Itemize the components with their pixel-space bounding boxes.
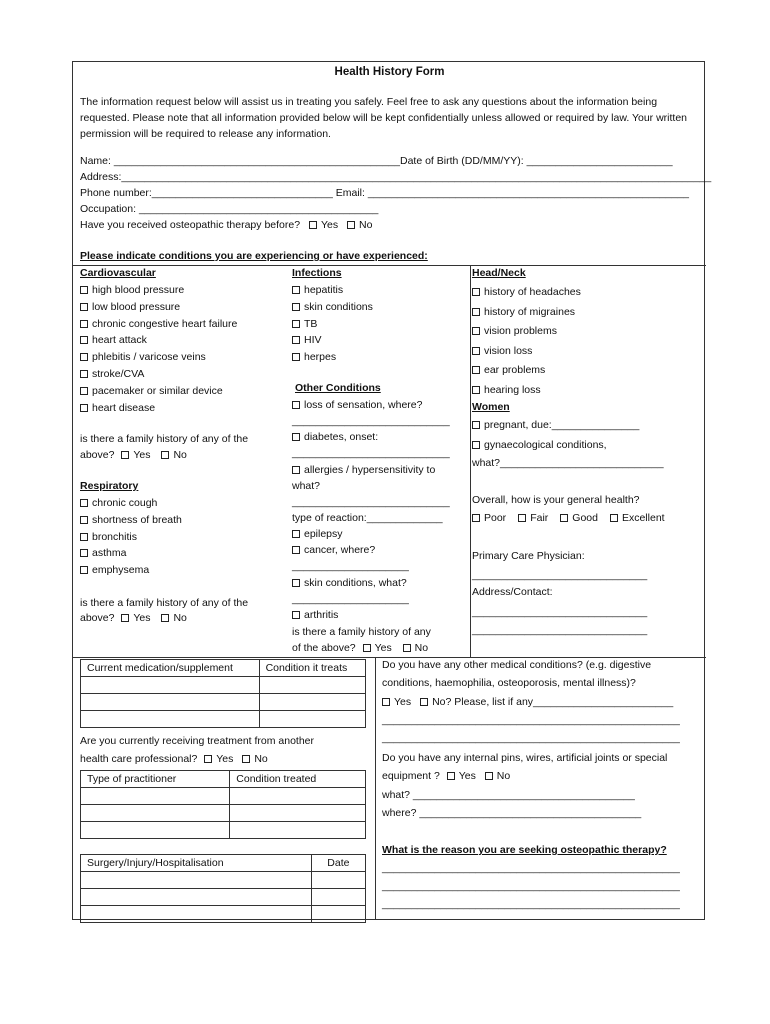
- resp-item: [80, 514, 182, 527]
- pregnant-item: [472, 419, 639, 432]
- allergies-item: [292, 464, 435, 477]
- table-cell[interactable]: [259, 694, 365, 711]
- headneck-heading: Head/Neck: [472, 267, 526, 279]
- table-cell[interactable]: [81, 805, 230, 822]
- checkbox[interactable]: [292, 546, 300, 554]
- checkbox-yes[interactable]: [204, 755, 212, 763]
- infection-item-label: skin conditions: [304, 300, 373, 313]
- checkbox-no[interactable]: [403, 644, 411, 652]
- yes-label: Yes: [216, 753, 234, 765]
- checkbox-yes[interactable]: [363, 644, 371, 652]
- checkbox[interactable]: [472, 288, 480, 296]
- address-contact-line2[interactable]: ______________________________: [472, 624, 648, 636]
- reaction-field[interactable]: type of reaction:_____________: [292, 512, 443, 524]
- checkbox[interactable]: [80, 566, 88, 574]
- physician-line[interactable]: ______________________________: [472, 569, 648, 581]
- yes-label: Yes: [458, 770, 476, 782]
- other-family-row: [292, 642, 428, 655]
- other-conditions-q2: conditions, haemophilia, osteoporosis, mental illness)?: [382, 677, 636, 689]
- pins-q2-row: [382, 770, 510, 783]
- checkbox[interactable]: [292, 286, 300, 294]
- surgery-table: [80, 854, 366, 923]
- practitioner-table: [80, 770, 366, 839]
- headneck-item-label: hearing loss: [484, 383, 541, 396]
- checkbox[interactable]: [292, 611, 300, 619]
- arthritis-label: arthritis: [304, 609, 339, 621]
- checkbox[interactable]: [80, 353, 88, 361]
- checkbox[interactable]: [80, 499, 88, 507]
- cardio-item: [80, 334, 147, 347]
- checkbox[interactable]: [472, 441, 480, 449]
- headneck-item-label: history of headaches: [484, 286, 581, 298]
- checkbox[interactable]: [472, 421, 480, 429]
- headneck-item: [472, 364, 545, 377]
- other-conditions-line1[interactable]: ___________________________________________________: [382, 714, 680, 726]
- phone-email-field[interactable]: Phone number:_______________________________ Email: _______________________________________________________: [80, 187, 690, 199]
- checkbox[interactable]: [292, 530, 300, 538]
- headneck-item: [472, 325, 557, 338]
- divider: [73, 265, 706, 266]
- other-conditions-line2[interactable]: ___________________________________________________: [382, 732, 680, 744]
- resp-family-q: is there a family history of any of the: [80, 597, 249, 609]
- col-header: Date: [311, 855, 365, 872]
- cardio-item: [80, 301, 180, 314]
- checkbox[interactable]: [80, 549, 88, 557]
- arthritis-item: [292, 609, 338, 622]
- table-cell[interactable]: [81, 906, 312, 923]
- allergies-label: allergies / hypersensitivity to: [304, 464, 436, 476]
- table-cell[interactable]: [81, 872, 312, 889]
- cardio-item: [80, 318, 237, 331]
- table-cell[interactable]: [81, 711, 260, 728]
- headneck-item-label: ear problems: [484, 364, 546, 376]
- checkbox-no[interactable]: [242, 755, 250, 763]
- epilepsy-item: [292, 528, 343, 541]
- no-label: No: [359, 219, 373, 231]
- checkbox-no[interactable]: [161, 614, 169, 622]
- table-cell[interactable]: [311, 906, 365, 923]
- table-cell[interactable]: [81, 822, 230, 839]
- health-history-form: [72, 61, 712, 920]
- infection-item: [292, 301, 373, 314]
- table-cell[interactable]: [259, 711, 365, 728]
- yes-label: Yes: [374, 642, 392, 654]
- yes-label: Yes: [133, 449, 151, 461]
- reason-line2[interactable]: ___________________________________________________: [382, 880, 680, 892]
- cardio-family-q2: above?: [80, 449, 115, 461]
- cardio-item-label: high blood pressure: [92, 284, 185, 296]
- address-contact-line1[interactable]: ______________________________: [472, 606, 648, 618]
- checkbox[interactable]: [292, 579, 300, 587]
- resp-item: [80, 531, 137, 544]
- pins-q1: Do you have any internal pins, wires, artificial joints or special: [382, 752, 668, 764]
- infection-item: [292, 318, 317, 331]
- table-cell[interactable]: [311, 889, 365, 906]
- checkbox-yes[interactable]: [121, 451, 129, 459]
- checkbox-no[interactable]: [161, 451, 169, 459]
- checkbox[interactable]: [80, 286, 88, 294]
- checkbox-yes[interactable]: [309, 221, 317, 229]
- checkbox-no[interactable]: [420, 698, 428, 706]
- other-conditions-answer: [382, 696, 673, 709]
- treatment-q2-row: [80, 753, 268, 766]
- cardio-item: [80, 368, 144, 381]
- table-cell[interactable]: [81, 788, 230, 805]
- headneck-item: [472, 384, 541, 397]
- conditions-header: Please indicate conditions you are experiencing or have experienced:: [80, 250, 428, 262]
- intro-text: The information request below will assist us in treating you safely. Feel free to ask any questions about the information being requested. Please note that all information provided below will be kept confidentially unless allowed or required by law. Your written permission will be required to release any information.: [80, 96, 688, 140]
- yes-label: Yes: [133, 612, 151, 624]
- checkbox[interactable]: [472, 327, 480, 335]
- physician-label: Primary Care Physician:: [472, 550, 585, 562]
- diabetes-line[interactable]: ___________________________: [292, 447, 450, 459]
- no-label: No: [496, 770, 511, 782]
- checkbox[interactable]: [80, 303, 88, 311]
- table-cell[interactable]: [230, 788, 366, 805]
- checkbox-yes[interactable]: [121, 614, 129, 622]
- checkbox[interactable]: [292, 353, 300, 361]
- medication-table: [80, 659, 366, 728]
- cardio-family-row: [80, 449, 187, 462]
- infection-item-label: HIV: [304, 334, 322, 347]
- checkbox[interactable]: [292, 320, 300, 328]
- epilepsy-label: epilepsy: [304, 528, 343, 540]
- page-title: Health History Form: [334, 66, 445, 78]
- reason-line3[interactable]: ___________________________________________________: [382, 898, 680, 910]
- cardio-item-label: phlebitis / varicose veins: [92, 351, 206, 364]
- treatment-q2: health care professional?: [80, 753, 198, 765]
- table-cell[interactable]: [230, 822, 366, 839]
- allergies-what: what?: [292, 480, 321, 492]
- resp-item-label: shortness of breath: [92, 513, 182, 526]
- cardio-item-label: heart attack: [92, 334, 147, 347]
- table-cell[interactable]: [81, 677, 260, 694]
- checkbox[interactable]: [80, 404, 88, 412]
- gyn-what[interactable]: what?____________________________: [472, 457, 664, 469]
- checkbox[interactable]: [472, 366, 480, 374]
- checkbox[interactable]: [80, 320, 88, 328]
- cardio-item: [80, 284, 184, 297]
- infection-item: [292, 334, 322, 347]
- cardio-item: [80, 385, 223, 398]
- cardio-item-label: pacemaker or similar device: [92, 384, 223, 397]
- other-conditions-q1: Do you have any other medical conditions? (e.g. digestive: [382, 659, 652, 671]
- checkbox-good[interactable]: [560, 514, 568, 522]
- headneck-item-label: vision loss: [484, 344, 533, 357]
- checkbox[interactable]: [80, 533, 88, 541]
- diabetes-label: diabetes, onset:: [304, 431, 379, 443]
- occupation-field[interactable]: Occupation: _________________________________________: [80, 203, 379, 215]
- resp-item: [80, 497, 157, 510]
- osteo-before-row: [80, 219, 372, 232]
- list-field[interactable]: No? Please, list if any________________________: [432, 696, 674, 708]
- treatment-q1: Are you currently receiving treatment from another: [80, 735, 315, 747]
- resp-item-label: asthma: [92, 547, 127, 560]
- table-cell[interactable]: [81, 889, 312, 906]
- pins-where-field[interactable]: where? ______________________________________: [382, 807, 642, 819]
- skin-line[interactable]: ____________________: [292, 593, 409, 605]
- cardio-item-label: stroke/CVA: [92, 368, 145, 380]
- skin-item: [292, 577, 407, 590]
- no-label: No: [414, 642, 429, 654]
- checkbox[interactable]: [80, 516, 88, 524]
- resp-item-label: bronchitis: [92, 530, 137, 543]
- col-header: Condition treated: [230, 771, 366, 788]
- pins-what-field[interactable]: what? ______________________________________: [382, 789, 635, 801]
- resp-family-row: [80, 612, 187, 625]
- cardio-family-q: is there a family history of any of the: [80, 433, 249, 445]
- cardio-item-label: low blood pressure: [92, 300, 181, 313]
- resp-item-label: chronic cough: [92, 497, 158, 509]
- cancer-line[interactable]: ____________________: [292, 560, 409, 572]
- cardio-item-label: heart disease: [92, 401, 156, 414]
- checkbox[interactable]: [472, 386, 480, 394]
- loss-line[interactable]: ___________________________: [292, 415, 450, 427]
- infections-heading: Infections: [292, 267, 342, 279]
- gyn-label: gynaecological conditions,: [484, 439, 607, 451]
- name-dob-field[interactable]: Name: _________________________________________________Date of Birth (DD/MM/YY): _________________________: [80, 155, 673, 167]
- resp-item: [80, 547, 126, 560]
- checkbox-no[interactable]: [485, 772, 493, 780]
- address-contact-label: Address/Contact:: [472, 586, 553, 598]
- loss-sensation-item: [292, 399, 422, 412]
- cardio-heading: Cardiovascular: [80, 267, 156, 279]
- checkbox-fair[interactable]: [518, 514, 526, 522]
- checkbox-excellent[interactable]: [610, 514, 618, 522]
- allergies-line[interactable]: ___________________________: [292, 496, 450, 508]
- headneck-item-label: vision problems: [484, 325, 557, 337]
- reason-line1[interactable]: ___________________________________________________: [382, 862, 680, 874]
- infection-item-label: hepatitis: [304, 284, 344, 296]
- headneck-item-label: history of migraines: [484, 305, 576, 318]
- resp-family-q2: above?: [80, 612, 115, 624]
- checkbox[interactable]: [80, 370, 88, 378]
- col-header: Type of practitioner: [81, 771, 230, 788]
- checkbox[interactable]: [472, 308, 480, 316]
- yes-label: Yes: [320, 219, 339, 231]
- divider: [73, 657, 706, 658]
- skin-label: skin conditions, what?: [304, 577, 407, 589]
- table-cell[interactable]: [259, 677, 365, 694]
- divider: [375, 657, 376, 920]
- health-option-label: Fair: [530, 512, 549, 524]
- yes-label: Yes: [394, 696, 412, 708]
- cardio-item: [80, 402, 155, 415]
- pregnant-label: pregnant, due:_______________: [484, 419, 640, 431]
- pins-q2: equipment ?: [382, 770, 440, 782]
- cardio-item: [80, 351, 206, 364]
- other-family-q2: of the above?: [292, 642, 356, 654]
- table-cell[interactable]: [81, 694, 260, 711]
- checkbox[interactable]: [80, 387, 88, 395]
- checkbox[interactable]: [292, 336, 300, 344]
- divider: [470, 265, 471, 658]
- checkbox-yes[interactable]: [382, 698, 390, 706]
- resp-heading: Respiratory: [80, 480, 139, 492]
- infection-item: [292, 284, 343, 297]
- health-option-label: Excellent: [621, 512, 665, 524]
- checkbox[interactable]: [292, 401, 300, 409]
- women-heading: Women: [472, 401, 510, 413]
- infection-item: [292, 351, 336, 364]
- other-heading: Other Conditions: [295, 382, 381, 394]
- resp-item-label: emphysema: [92, 564, 150, 577]
- headneck-item: [472, 306, 575, 319]
- checkbox-yes[interactable]: [447, 772, 455, 780]
- checkbox-no[interactable]: [347, 221, 355, 229]
- checkbox[interactable]: [292, 466, 300, 474]
- headneck-item: [472, 286, 581, 299]
- general-health-q: Overall, how is your general health?: [472, 494, 640, 506]
- health-option-label: Poor: [484, 512, 507, 524]
- health-option-label: Good: [572, 512, 598, 524]
- col-header: Condition it treats: [259, 660, 365, 677]
- col-header: Current medication/supplement: [81, 660, 260, 677]
- no-label: No: [173, 449, 187, 461]
- col-header: Surgery/Injury/Hospitalisation: [81, 855, 312, 872]
- checkbox[interactable]: [292, 303, 300, 311]
- diabetes-item: [292, 431, 378, 444]
- address-field[interactable]: Address:_____________________________________________________________________________________________________: [80, 171, 712, 183]
- checkbox[interactable]: [292, 433, 300, 441]
- general-health-options: [472, 512, 665, 525]
- osteo-before-question: Have you received osteopathic therapy before?: [80, 219, 301, 231]
- no-label: No: [173, 612, 187, 624]
- no-label: No: [254, 753, 268, 765]
- resp-item: [80, 564, 149, 577]
- checkbox[interactable]: [80, 336, 88, 344]
- cancer-item: [292, 544, 375, 557]
- checkbox[interactable]: [472, 347, 480, 355]
- cancer-label: cancer, where?: [304, 544, 376, 556]
- infection-item-label: TB: [304, 317, 318, 330]
- other-family-q: is there a family history of any: [292, 626, 431, 638]
- cardio-item-label: chronic congestive heart failure: [92, 317, 238, 330]
- infection-item-label: herpes: [304, 351, 337, 364]
- loss-label: loss of sensation, where?: [304, 399, 423, 411]
- reason-heading: What is the reason you are seeking osteopathic therapy?: [382, 844, 667, 856]
- checkbox-poor[interactable]: [472, 514, 480, 522]
- gyn-item: [472, 439, 607, 452]
- headneck-item: [472, 345, 532, 358]
- table-cell[interactable]: [230, 805, 366, 822]
- table-cell[interactable]: [311, 872, 365, 889]
